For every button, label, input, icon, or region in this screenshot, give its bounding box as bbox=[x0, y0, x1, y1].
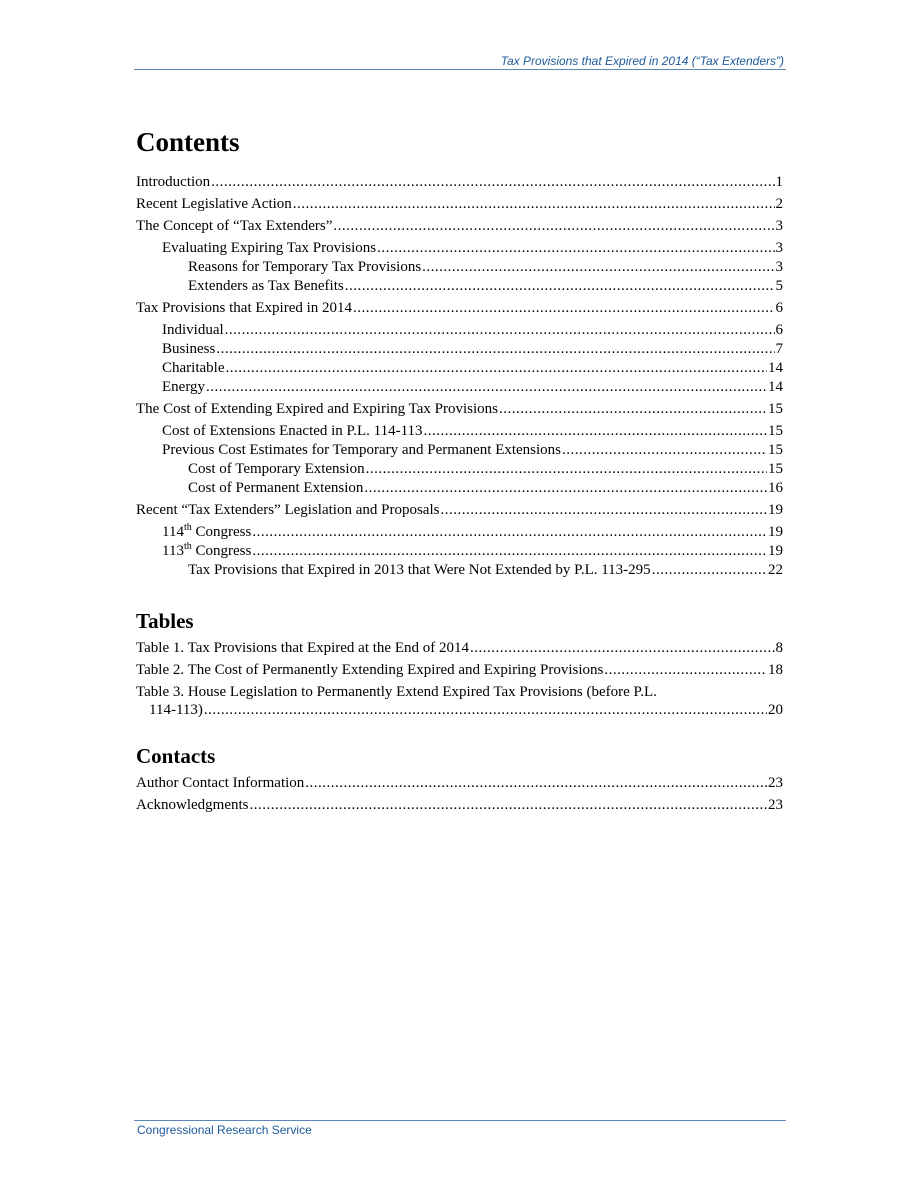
toc-leader-dots bbox=[562, 441, 767, 460]
toc-entry[interactable] bbox=[136, 683, 783, 719]
congress-number: 114 bbox=[162, 524, 184, 540]
toc-leader-dots bbox=[225, 359, 767, 378]
toc-entry[interactable] bbox=[136, 661, 783, 680]
contacts-list bbox=[136, 774, 783, 815]
toc-entry[interactable] bbox=[136, 561, 783, 580]
toc-entry[interactable] bbox=[136, 195, 783, 214]
toc-entry-title: Table 3. House Legislation to Permanently Extend Expired Tax Provisions (before P.L. bbox=[136, 684, 657, 700]
toc-entry-title: Energy bbox=[162, 379, 206, 395]
toc-entry[interactable] bbox=[136, 479, 783, 498]
toc-entry-title: Author Contact Information bbox=[136, 775, 305, 791]
toc-entry[interactable] bbox=[136, 523, 783, 542]
toc-entry[interactable] bbox=[136, 277, 783, 296]
toc-entry-page: 19 bbox=[768, 502, 783, 518]
toc-entry[interactable] bbox=[136, 460, 783, 479]
toc-entry-page: 20 bbox=[768, 702, 783, 718]
toc-entry-page: 16 bbox=[768, 480, 783, 496]
toc-leader-dots bbox=[204, 701, 767, 719]
toc-entry-page: 8 bbox=[775, 640, 783, 656]
toc-entry-page: 22 bbox=[768, 562, 783, 578]
toc-entry-title: Extenders as Tax Benefits bbox=[188, 278, 344, 294]
tables-list bbox=[136, 639, 783, 719]
toc-entry-title: Tax Provisions that Expired in 2013 that Were Not Extended by P.L. 113-295 bbox=[188, 562, 651, 578]
toc-leader-dots bbox=[225, 321, 775, 340]
toc-entry[interactable] bbox=[136, 441, 783, 460]
toc-entry-page: 19 bbox=[768, 524, 783, 540]
toc-entry-page: 6 bbox=[775, 322, 783, 338]
toc-entry-page: 15 bbox=[768, 461, 783, 477]
toc-entry-page: 19 bbox=[768, 543, 783, 559]
toc-entry[interactable] bbox=[136, 796, 783, 815]
toc-entry-page: 3 bbox=[775, 240, 783, 256]
toc-leader-dots bbox=[293, 195, 775, 214]
toc-entry-title: Previous Cost Estimates for Temporary and Permanent Extensions bbox=[162, 442, 562, 458]
toc-entry-title: Recent “Tax Extenders” Legislation and Proposals bbox=[136, 502, 440, 518]
toc-leader-dots bbox=[206, 378, 767, 397]
toc-entry-page: 6 bbox=[775, 300, 783, 316]
toc-entry[interactable] bbox=[136, 321, 783, 340]
toc-leader-dots bbox=[353, 299, 774, 318]
contacts-heading: Contacts bbox=[136, 744, 216, 768]
toc-entry-title: Cost of Permanent Extension bbox=[188, 480, 364, 496]
toc-entry-title bbox=[162, 523, 251, 542]
toc-leader-dots bbox=[652, 561, 767, 580]
toc-entry-page: 3 bbox=[775, 218, 783, 234]
toc-entry[interactable] bbox=[136, 239, 783, 258]
toc-entry-page: 2 bbox=[775, 196, 783, 212]
toc-entry[interactable] bbox=[136, 299, 783, 318]
toc-entry-title: Evaluating Expiring Tax Provisions bbox=[162, 240, 377, 256]
toc-leader-dots bbox=[604, 661, 767, 680]
toc-entry[interactable] bbox=[136, 774, 783, 793]
header-rule bbox=[134, 69, 786, 70]
toc-leader-dots bbox=[252, 523, 767, 542]
toc-entry[interactable] bbox=[136, 359, 783, 378]
toc-entry-title: Table 1. Tax Provisions that Expired at the End of 2014 bbox=[136, 640, 469, 656]
toc-leader-dots bbox=[216, 340, 774, 359]
toc-leader-dots bbox=[470, 639, 775, 658]
toc-leader-dots bbox=[249, 796, 767, 815]
toc-entry-page: 5 bbox=[775, 278, 783, 294]
toc-entry-title: Business bbox=[162, 341, 216, 357]
toc-entry-title: The Cost of Extending Expired and Expiring Tax Provisions bbox=[136, 401, 498, 417]
toc-entry-title: Cost of Temporary Extension bbox=[188, 461, 365, 477]
toc-entry[interactable] bbox=[136, 378, 783, 397]
toc-entry-title: Table 2. The Cost of Permanently Extending Expired and Expiring Provisions bbox=[136, 662, 604, 678]
toc-entry[interactable] bbox=[136, 217, 783, 236]
ordinal-suffix: th bbox=[183, 541, 192, 552]
toc-leader-dots bbox=[333, 217, 774, 236]
toc-entry-page: 15 bbox=[768, 442, 783, 458]
toc-leader-dots bbox=[305, 774, 767, 793]
ordinal-suffix: th bbox=[183, 522, 192, 533]
toc-entry-continuation bbox=[136, 701, 783, 719]
footer-rule bbox=[134, 1120, 786, 1121]
toc-entry-page: 14 bbox=[768, 360, 783, 376]
toc-entry-page: 1 bbox=[775, 174, 783, 190]
tables-heading: Tables bbox=[136, 609, 194, 633]
toc-entry-title bbox=[162, 542, 251, 561]
toc-leader-dots bbox=[345, 277, 775, 296]
toc-entry[interactable] bbox=[136, 501, 783, 520]
toc-leader-dots bbox=[422, 258, 774, 277]
toc-entry-page: 18 bbox=[768, 662, 783, 678]
toc-leader-dots bbox=[424, 422, 767, 441]
toc-entry[interactable] bbox=[136, 340, 783, 359]
toc-leader-dots bbox=[440, 501, 767, 520]
toc-leader-dots bbox=[364, 479, 767, 498]
toc-leader-dots bbox=[377, 239, 774, 258]
toc-entry-page: 7 bbox=[775, 341, 783, 357]
toc-entry[interactable] bbox=[136, 422, 783, 441]
toc-leader-dots bbox=[366, 460, 767, 479]
toc-entry-page: 15 bbox=[768, 423, 783, 439]
contents-heading: Contents bbox=[136, 127, 240, 157]
toc-entry-title: Cost of Extensions Enacted in P.L. 114-113 bbox=[162, 423, 423, 439]
toc-entry-title: Reasons for Temporary Tax Provisions bbox=[188, 259, 422, 275]
toc-leader-dots bbox=[499, 400, 767, 419]
congress-label: Congress bbox=[191, 543, 252, 559]
toc-entry-title: Acknowledgments bbox=[136, 797, 249, 813]
toc-entry[interactable] bbox=[136, 173, 783, 192]
toc-entry-page: 14 bbox=[768, 379, 783, 395]
contents-list bbox=[136, 173, 783, 580]
congress-number: 113 bbox=[162, 543, 184, 559]
toc-entry-page: 3 bbox=[775, 259, 783, 275]
toc-entry[interactable] bbox=[136, 542, 783, 561]
toc-entry-page: 15 bbox=[768, 401, 783, 417]
toc-entry-title: Tax Provisions that Expired in 2014 bbox=[136, 300, 353, 316]
toc-entry-title-continued: 114-113) bbox=[149, 702, 203, 718]
toc-content bbox=[136, 124, 783, 815]
running-header: Tax Provisions that Expired in 2014 (“Tax Extenders”) bbox=[500, 54, 784, 68]
congress-label: Congress bbox=[191, 524, 252, 540]
toc-entry-title: Recent Legislative Action bbox=[136, 196, 292, 212]
toc-entry[interactable] bbox=[136, 639, 783, 658]
toc-entry[interactable] bbox=[136, 400, 783, 419]
footer-org: Congressional Research Service bbox=[137, 1123, 312, 1137]
toc-entry-page: 23 bbox=[768, 775, 783, 791]
toc-entry-page: 23 bbox=[768, 797, 783, 813]
toc-entry-title: Introduction bbox=[136, 174, 211, 190]
toc-entry[interactable] bbox=[136, 258, 783, 277]
toc-entry-title: Charitable bbox=[162, 360, 225, 376]
toc-leader-dots bbox=[211, 173, 774, 192]
toc-entry-title: Individual bbox=[162, 322, 224, 338]
toc-entry-title: The Concept of “Tax Extenders” bbox=[136, 218, 333, 234]
toc-leader-dots bbox=[252, 542, 767, 561]
